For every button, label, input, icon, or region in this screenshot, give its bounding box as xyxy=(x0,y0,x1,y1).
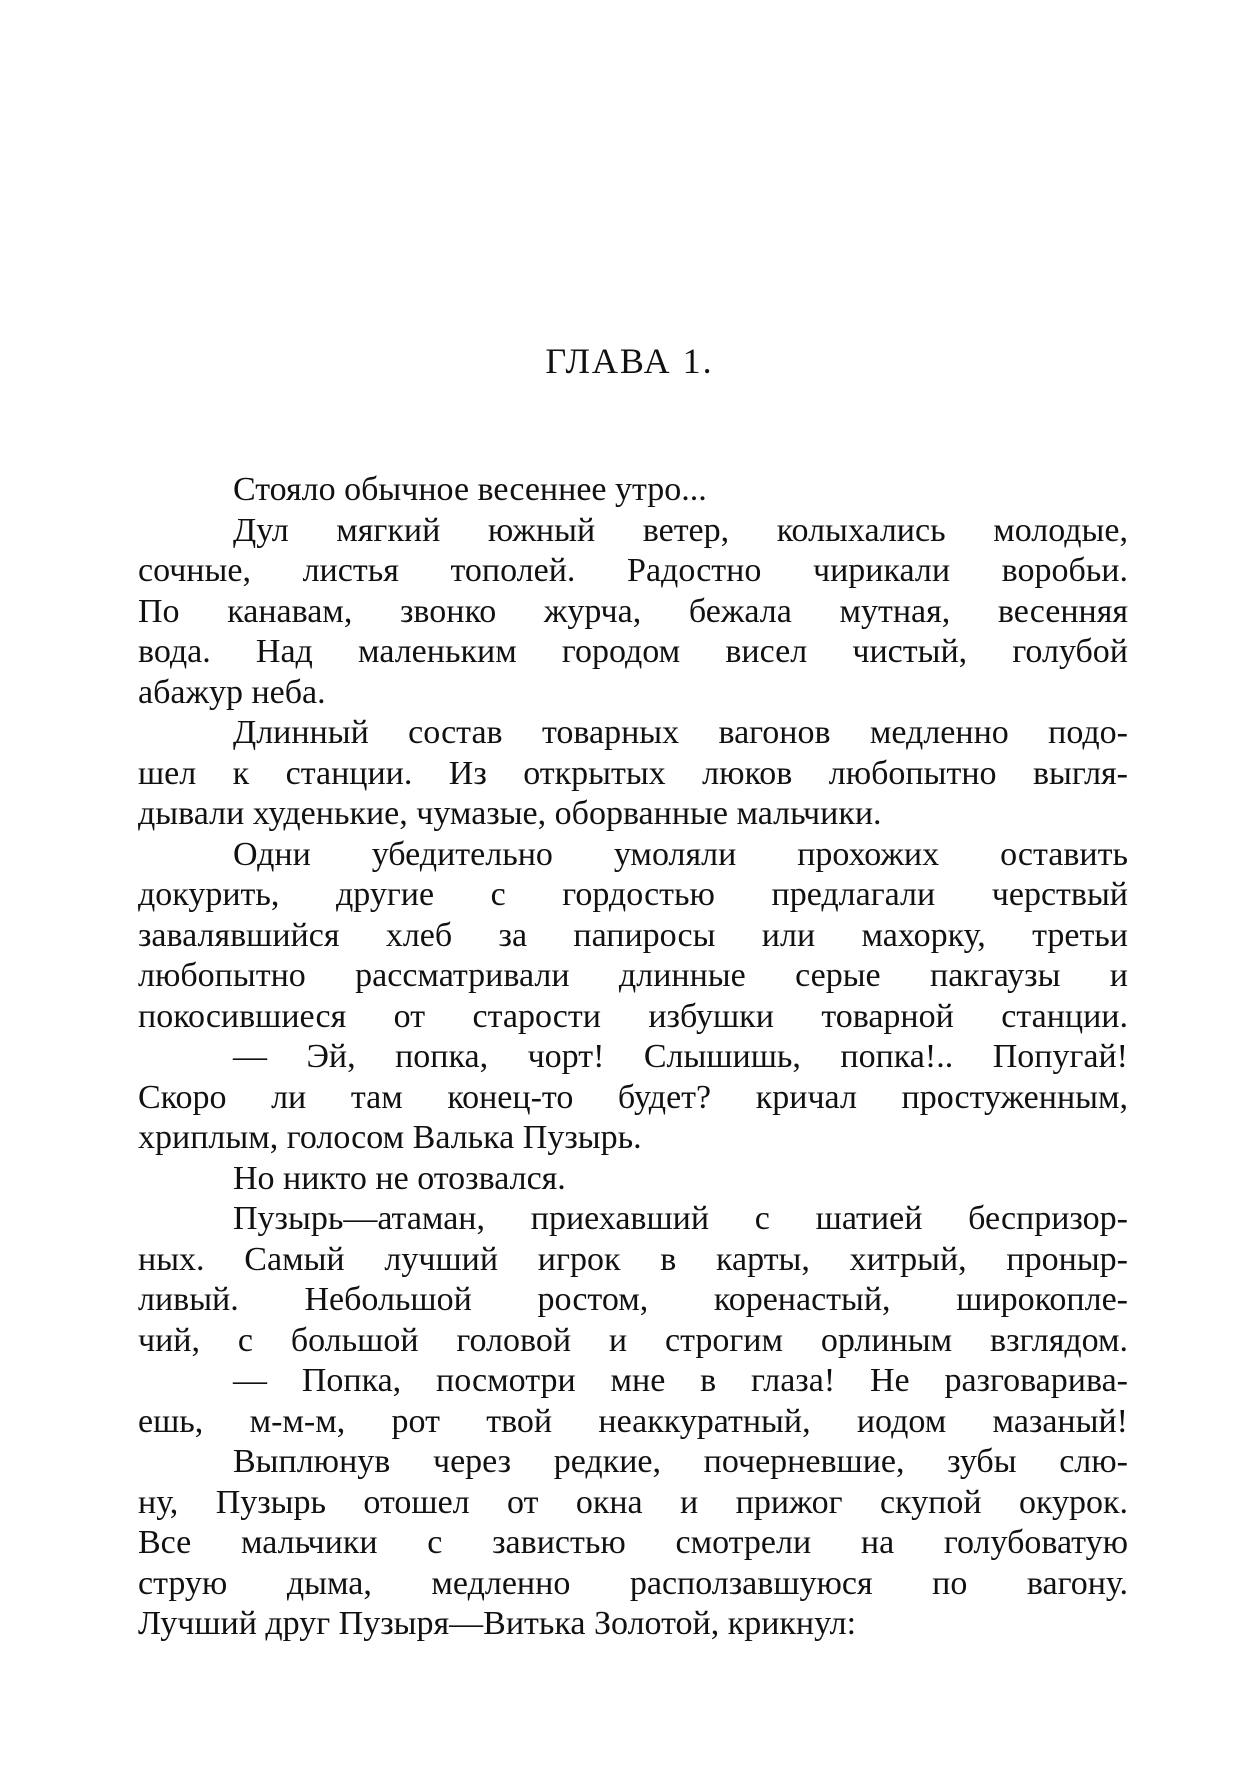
text-line: Лучший друг Пузыря—Витька Золотой, крикнул: xyxy=(138,1605,857,1642)
text-line: Одни убедительно умоляли прохожих оставить xyxy=(233,835,1128,873)
text-line: дывали худенькие, чумазые, оборванные мальчики. xyxy=(138,795,882,832)
text-line: Скоро ли там конец-то будет? кричал простуженным, xyxy=(138,1078,1128,1116)
text-line: завалявшийся хлеб за папиросы или махорку, третьи xyxy=(138,916,1128,954)
text-line: Дул мягкий южный ветер, колыхались молодые, xyxy=(233,511,1128,549)
text-line: хриплым, голосом Валька Пузырь. xyxy=(138,1119,642,1156)
text-line: ну, Пузырь отошел от окна и прижог скупой окурок. xyxy=(138,1483,1128,1521)
paragraph xyxy=(138,835,1128,1038)
text-line: покосившиеся от старости избушки товарной станции. xyxy=(138,997,1128,1035)
text-line: — Эй, попка, чорт! Слышишь, попка!.. Попугай! xyxy=(233,1038,1128,1075)
text-line: Но никто не отозвался. xyxy=(233,1159,566,1197)
text-line: Все мальчики с завистью смотрели на голубоватую xyxy=(138,1524,1128,1561)
text-line: По канавам, звонко журча, бежала мутная, весенняя xyxy=(138,592,1128,630)
text-line: любопытно рассматривали длинные серые пакгаузы и xyxy=(138,957,1128,994)
text-line: шел к станции. Из открытых люков любопытно выгля- xyxy=(138,754,1128,792)
paragraph xyxy=(138,1159,1128,1200)
text-line: ных. Самый лучший игрок в карты, хитрый, проныр- xyxy=(138,1240,1128,1278)
text-line: чий, с большой головой и строгим орлиным взглядом. xyxy=(138,1321,1128,1359)
text-line: — Попка, посмотри мне в глаза! Не разговарива- xyxy=(233,1362,1128,1399)
text-line: сочные, листья тополей. Радостно чирикали воробьи. xyxy=(138,552,1128,589)
paragraph xyxy=(138,511,1128,714)
chapter-text xyxy=(138,470,1128,1645)
text-line: докурить, другие с гордостью предлагали черствый xyxy=(138,876,1128,913)
paragraph xyxy=(138,470,1128,511)
text-line: Пузырь—атаман, приехавший с шатией беспризор- xyxy=(233,1200,1128,1237)
text-line: Выплюнув через редкие, почерневшие, зубы слю- xyxy=(233,1443,1128,1480)
paragraph xyxy=(138,1037,1128,1159)
paragraph xyxy=(138,1199,1128,1361)
text-line: струю дыма, медленно расползавшуюся по вагону. xyxy=(138,1564,1128,1602)
paragraph xyxy=(138,1361,1128,1442)
chapter-title: ГЛАВА 1. xyxy=(545,341,714,381)
text-line: ешь, м-м-м, рот твой неаккуратный, иодом мазаный! xyxy=(138,1402,1128,1440)
paragraph xyxy=(138,1442,1128,1645)
text-line: Длинный состав товарных вагонов медленно подо- xyxy=(233,714,1128,751)
text-line: ливый. Небольшой ростом, коренастый, широкопле- xyxy=(138,1281,1128,1318)
text-line: абажур неба. xyxy=(138,673,326,711)
text-line: вода. Над маленьким городом висел чистый, голубой xyxy=(138,633,1128,670)
text-line: Стояло обычное весеннее утро... xyxy=(233,471,707,508)
paragraph xyxy=(138,713,1128,835)
